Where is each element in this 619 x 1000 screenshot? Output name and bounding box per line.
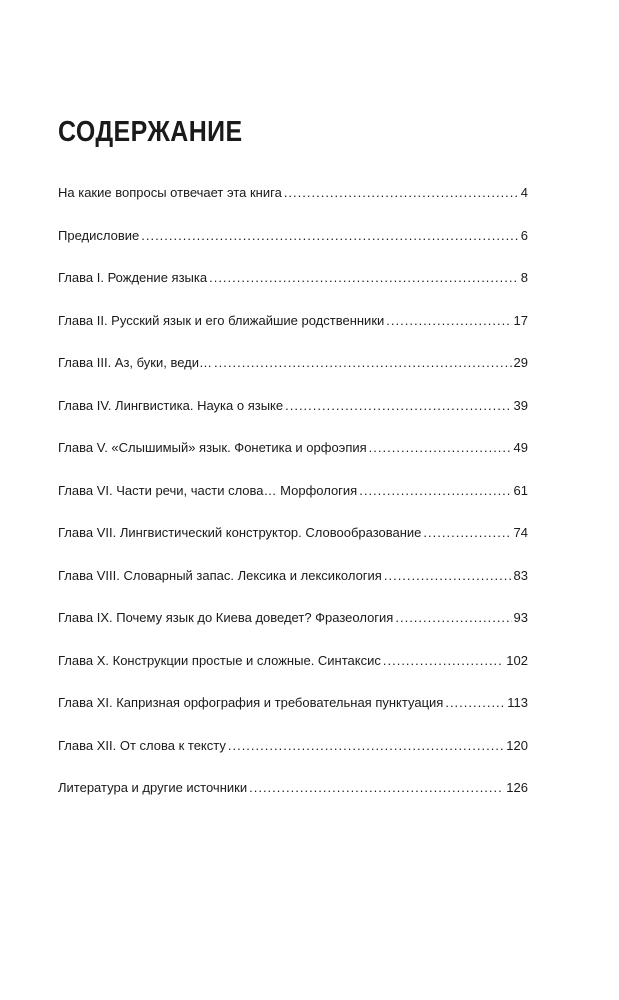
toc-entry-title: Глава IX. Почему язык до Киева доведет? Фразеология xyxy=(58,610,394,625)
toc-dot-leader xyxy=(284,184,519,202)
toc-entry xyxy=(58,482,528,525)
toc-entry-title: Глава III. Аз, буки, веди… xyxy=(58,355,213,370)
toc-entry-page: 93 xyxy=(513,610,528,625)
toc-dot-leader xyxy=(423,524,511,542)
toc-entry-page: 113 xyxy=(507,695,528,710)
toc-entry-title: Глава IV. Лингвистика. Наука о языке xyxy=(58,397,284,413)
toc-entry-title: На какие вопросы отвечает эта книга xyxy=(58,185,282,200)
toc-entry-page: 126 xyxy=(506,780,528,795)
toc-entry xyxy=(58,524,528,567)
toc-dot-leader xyxy=(249,779,504,797)
toc-entry xyxy=(58,227,528,270)
toc-entry-page: 29 xyxy=(513,355,528,370)
toc-entry-page: 17 xyxy=(513,312,528,328)
toc-entry-title: Глава II. Русский язык и его ближайшие родственники xyxy=(58,312,385,328)
toc-entry-page: 74 xyxy=(513,525,528,540)
toc-dot-leader xyxy=(285,397,511,415)
toc-entry-page: 4 xyxy=(520,185,528,200)
toc-entry-title: Глава VI. Части речи, части слова… Морфология xyxy=(58,482,358,498)
toc-entry-title: Глава I. Рождение языка xyxy=(58,270,208,285)
toc-dot-leader xyxy=(445,694,505,712)
toc-entry-title: Глава XII. От слова к тексту xyxy=(58,737,226,753)
toc-entry-page: 102 xyxy=(506,652,528,668)
toc-entry-title: Глава VIII. Словарный запас. Лексика и лексикология xyxy=(58,567,382,583)
toc-entry-title: Предисловие xyxy=(58,227,140,243)
toc-entry-page: 39 xyxy=(513,397,528,413)
toc-dot-leader xyxy=(359,482,511,500)
toc-entry xyxy=(58,354,528,397)
toc-entry-page: 83 xyxy=(513,567,528,583)
toc-entry-title: Глава XI. Капризная орфография и требовательная пунктуация xyxy=(58,695,444,710)
toc-entry-page: 120 xyxy=(506,737,528,753)
toc-entry xyxy=(58,737,528,780)
toc-dot-leader xyxy=(141,227,519,245)
table-of-contents xyxy=(58,184,528,822)
toc-entry-title: Глава VII. Лингвистический конструктор. Словообразование xyxy=(58,525,422,540)
toc-entry-title: Глава X. Конструкции простые и сложные. Синтаксис xyxy=(58,652,381,668)
toc-entry xyxy=(58,567,528,610)
toc-dot-leader xyxy=(228,737,504,755)
toc-entry xyxy=(58,779,528,822)
toc-dot-leader xyxy=(214,354,512,372)
toc-entry xyxy=(58,652,528,695)
toc-dot-leader xyxy=(384,567,512,585)
toc-dot-leader xyxy=(369,439,512,457)
toc-entry xyxy=(58,312,528,355)
toc-dot-leader xyxy=(395,609,511,627)
toc-entry xyxy=(58,609,528,652)
toc-dot-leader xyxy=(383,652,504,670)
toc-entry-page: 6 xyxy=(520,227,528,243)
toc-entry-page: 61 xyxy=(513,482,528,498)
toc-entry-title: Глава V. «Слышимый» язык. Фонетика и орфоэпия xyxy=(58,440,367,455)
toc-entry xyxy=(58,184,528,227)
toc-entry xyxy=(58,397,528,440)
toc-entry xyxy=(58,439,528,482)
page-title: СОДЕРЖАНИЕ xyxy=(58,116,243,148)
toc-entry xyxy=(58,269,528,312)
toc-entry-page: 49 xyxy=(513,440,528,455)
toc-entry-page: 8 xyxy=(520,270,528,285)
toc-entry xyxy=(58,694,528,737)
toc-dot-leader xyxy=(386,312,511,330)
toc-entry-title: Литература и другие источники xyxy=(58,780,248,795)
toc-dot-leader xyxy=(209,269,519,287)
